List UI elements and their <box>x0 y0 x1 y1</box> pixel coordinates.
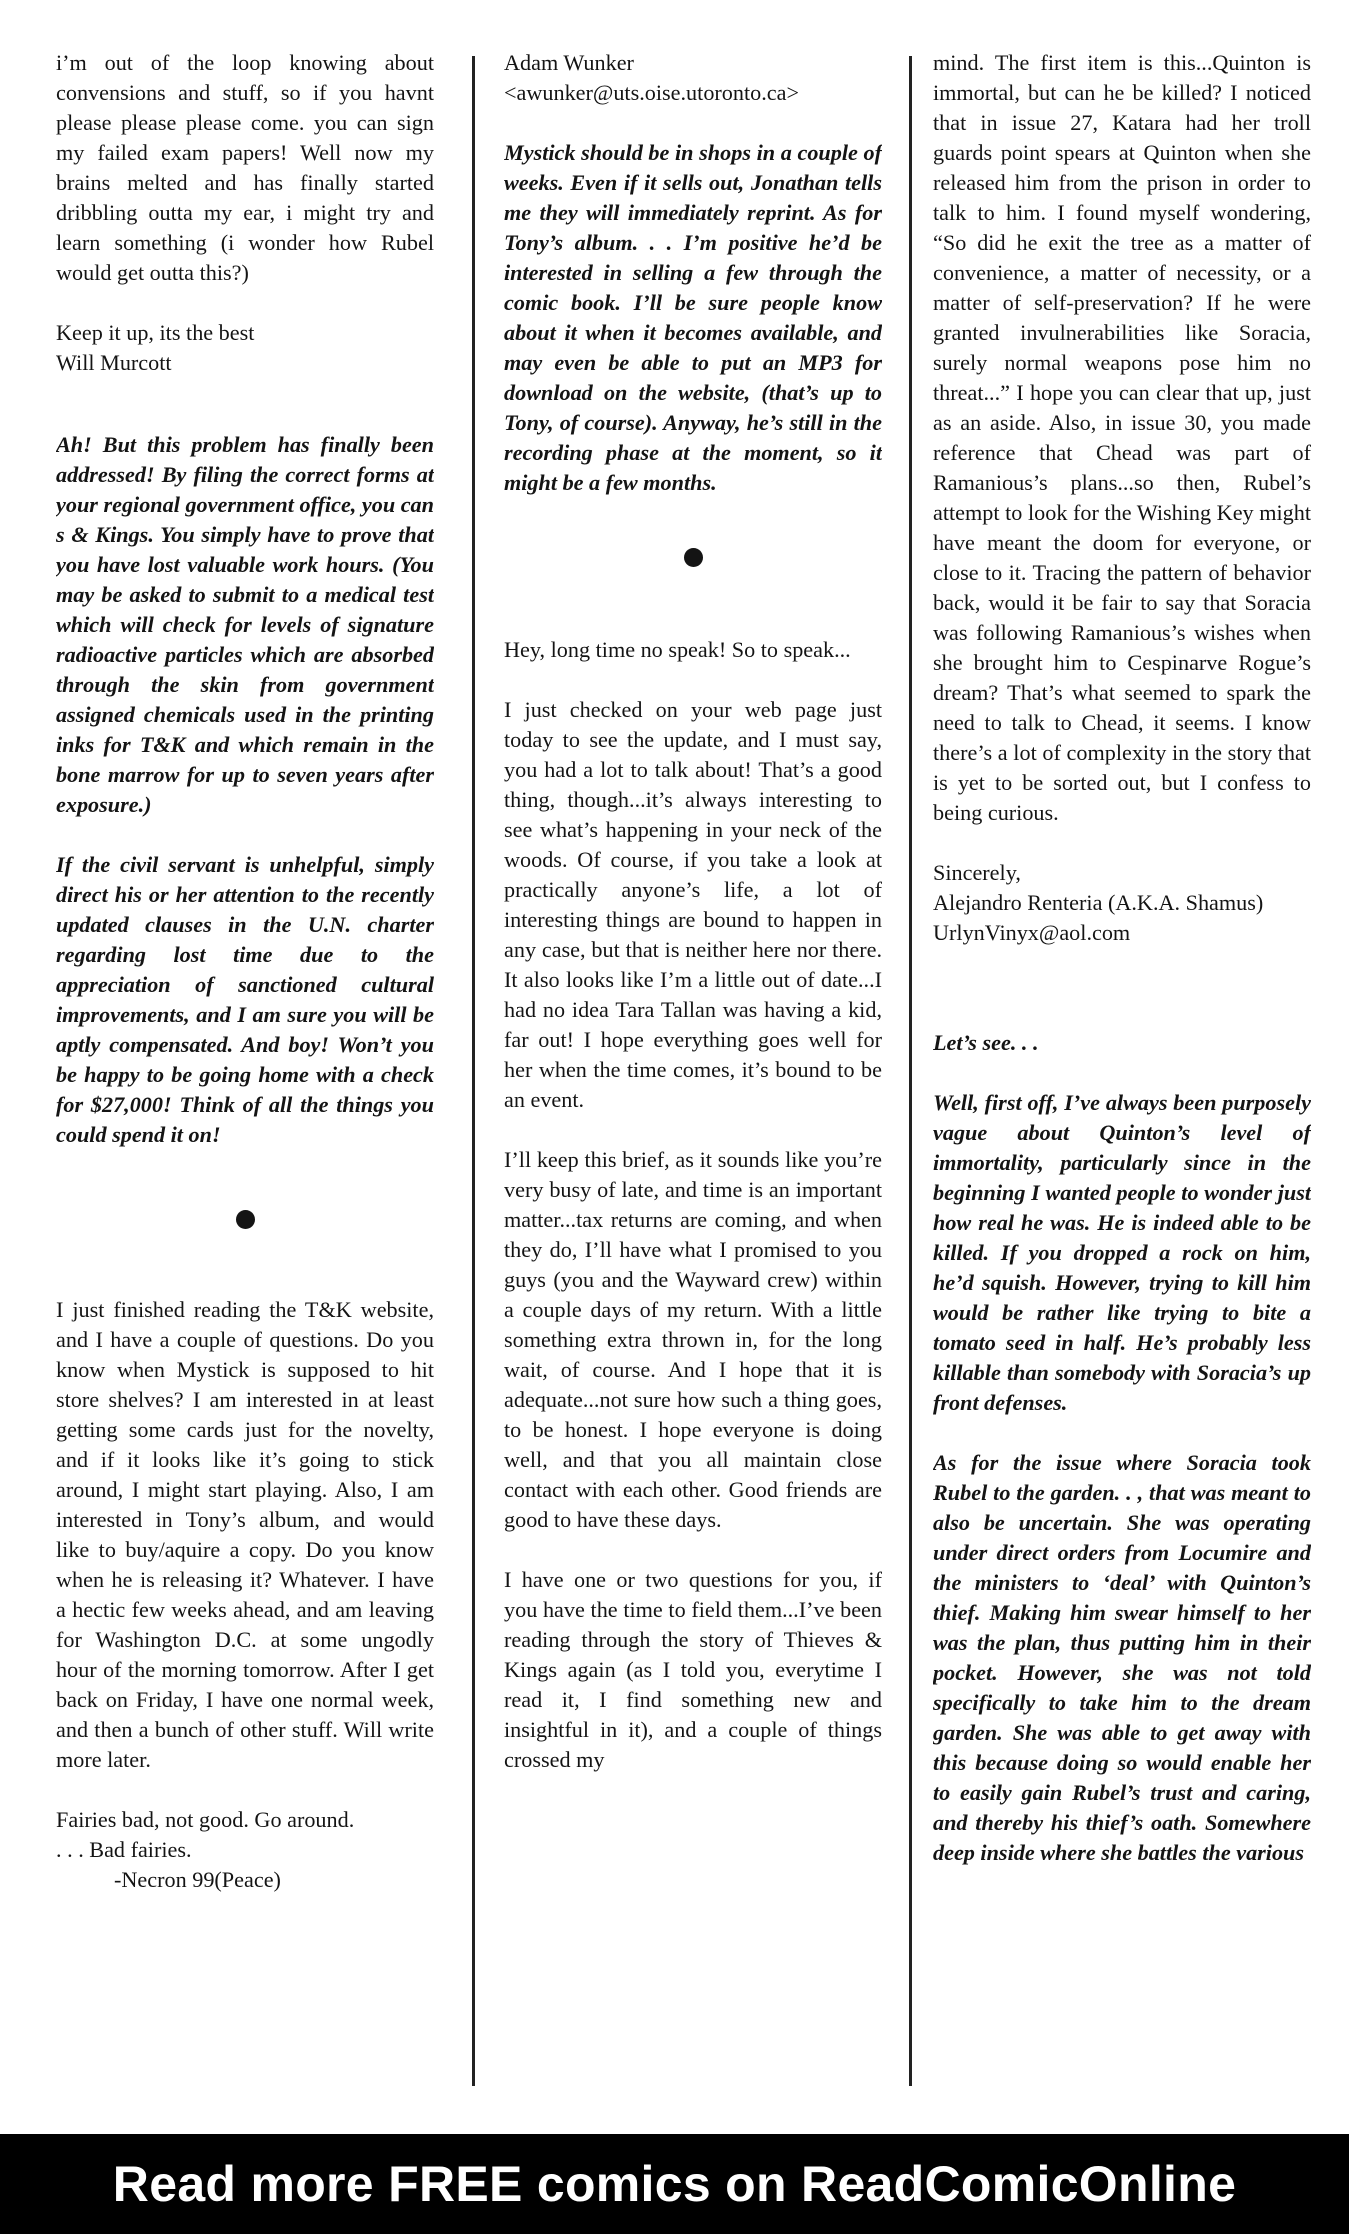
letter-3-paragraph-2: I just checked on your web page just today to see the update, and I must say, you had a lot to talk about! That’s a good thing, though...it’s always interesting to see what’s happening in your neck of the woods. Of course, if you take a look at practically anyone’s life, a lot of interesting things are bound to happen in any case, but that is neither here nor there. It also looks like I’m a little out of date...I had no idea Tara Tallan was having a kid, far out! I hope everything goes well for her when the time comes, it’s bound to be an event. <box>504 697 882 1112</box>
letter-3-paragraph-3: I’ll keep this brief, as it sounds like you’re very busy of late, and time is an important matter...tax returns are coming, and when they do, I’ll have what I promised to you guys (you and the Wayward crew) within a couple days of my return. With a little something extra thrown in, for the long wait, of course. And I hope that it is adequate...not sure how such a thing goes, to be honest. I hope everyone is doing well, and that you all maintain close contact with each other. Good friends are good to have these days. <box>504 1147 882 1532</box>
editor-reply-1-paragraph-2: If the civil servant is unhelpful, simply direct his or her attention to the recently updated clauses in the U.N. charter regarding lost time due to the appreciation of sanctioned cultural improvements, and I am sure you will be aptly compensated. And boy! Won’t you be happy to be going home with a check for $27,000! Think of all the things you could spend it on! <box>56 852 434 1147</box>
editor-reply-3-paragraph-3: As for the issue where Soracia took Rubel to the garden. . , that was meant to also be uncertain. She was operating under direct orders from Locumire and the ministers to ‘deal’ with Quinton’s thief. Making him swear himself to her was the plan, thus putting him in their pocket. However, she was not told specifically to take him to the dream garden. She was able to get away with this because doing so would enable her to easily gain Rubel’s trust and caring, and thereby his thief’s oath. Somewhere deep inside where she battles the various <box>933 1450 1311 1865</box>
promo-banner-text[interactable]: Read more FREE comics on ReadComicOnline <box>112 2156 1237 2212</box>
letter-3-paragraph-1: Hey, long time no speak! So to speak... <box>504 637 851 662</box>
editor-reply-3-paragraph-2: Well, first off, I’ve always been purposely vague about Quinton’s level of immortality, particularly since in the beginning I wanted people to wonder just how real he was. He is indeed able to be killed. If you dropped a rock on him, he’d squish. However, trying to kill him would be rather like trying to bite a tomato seed in half. He’s probably less killable than somebody with Soracia’s up front defenses. <box>933 1090 1311 1415</box>
editor-reply-3-paragraph-1: Let’s see. . . <box>933 1030 1039 1055</box>
letter-2-signoff <box>56 1805 434 1895</box>
letter-2-closing-line-1: Fairies bad, not good. Go around. <box>56 1807 355 1832</box>
letter-3-signature: Alejandro Renteria (A.K.A. Shamus) <box>933 890 1264 915</box>
letter-2b-signature: Adam Wunker <box>504 50 634 75</box>
editor-reply-2: Mystick should be in shops in a couple of weeks. Even if it sells out, Jonathan tells me they will immediately reprint. As for Tony’s album. . . I’m positive he’d be interested in selling a few through the comic book. I’ll be sure people know about it when it becomes available, and may even be able to put an MP3 for download on the website, (that’s up to Tony, of course). Anyway, he’s still in the recording phase at the moment, so it might be a few months. <box>504 140 882 495</box>
letter-1-signature: Will Murcott <box>56 350 172 375</box>
letter-3-email: UrlynVinyx@aol.com <box>933 920 1131 945</box>
column-divider-2 <box>909 56 912 2086</box>
letter-2-signature: -Necron 99(Peace) <box>114 1867 281 1892</box>
letter-3-signoff <box>933 858 1311 948</box>
column-3 <box>933 48 1311 2094</box>
section-divider-dot <box>684 548 703 567</box>
letter-2b-email: <awunker@uts.oise.utoronto.ca> <box>504 80 800 105</box>
editor-reply-1-paragraph-1: Ah! But this problem has finally been addressed! By filing the correct forms at your regional government office, you can s & Kings. You simply have to prove that you have lost valuable work hours. (You may be asked to submit to a medical test which will check for levels of signature radioactive particles which are absorbed through the skin from government assigned chemicals used in the printing inks for T&K and which remain in the bone marrow for up to seven years after exposure.) <box>56 432 434 817</box>
column-2 <box>504 48 882 2094</box>
letter-1-closing: Keep it up, its the best <box>56 320 255 345</box>
letter-2b-signoff <box>504 48 882 108</box>
promo-banner[interactable] <box>0 2134 1349 2234</box>
letter-1-signoff <box>56 318 434 378</box>
letter-3-closing: Sincerely, <box>933 860 1021 885</box>
letter-1-ending: i’m out of the loop knowing about convensions and stuff, so if you havnt please please please come. you can sign my failed exam papers! Well now my brains melted and has finally started dribbling outta my ear, i might try and learn something (i wonder how Rubel would get outta this?) <box>56 50 434 285</box>
letter-2-body: I just finished reading the T&K website, and I have a couple of questions. Do you know when Mystick is supposed to hit store shelves? I am interested in at least getting some cards just for the novelty, and if it looks like it’s going to stick around, I might start playing. Also, I am interested in Tony’s album, and would like to buy/aquire a copy. Do you know when he is releasing it? Whatever. I have a hectic few weeks ahead, and am leaving for Washington D.C. at some ungodly hour of the morning tomorrow. After I get back on Friday, I have one normal week, and then a bunch of other stuff. Will write more later. <box>56 1297 434 1772</box>
column-divider-1 <box>472 56 475 2086</box>
letter-2-closing-line-2: . . . Bad fairies. <box>56 1837 192 1862</box>
column-1 <box>56 48 434 2094</box>
letter-3-paragraph-4: I have one or two questions for you, if you have the time to field them...I’ve been reading through the story of Thieves & Kings again (as I told you, everytime I read it, I find something new and insightful in it), and a couple of things crossed my <box>504 1567 882 1772</box>
letter-3-paragraph-4-continued: mind. The first item is this...Quinton is immortal, but can he be killed? I noticed that in issue 27, Katara had her troll guards point spears at Quinton when she released him from the prison in order to talk to him. I found myself wondering, “So did he exit the tree as a matter of convenience, a matter of necessity, or a matter of self-preservation? If he were granted invulnerabilities like Soracia, surely normal weapons pose him no threat...” I hope you can clear that up, just as an aside. Also, in issue 30, you made reference that Chead was part of Ramanious’s plans...so then, Rubel’s attempt to look for the Wishing Key might have meant the doom for everyone, or close to it. Tracing the pattern of behavior back, would it be fair to say that Soracia was following Ramanious’s wishes when she brought him to Cespinarve Rogue’s dream? That’s what seemed to spark the need to talk to Chead, it seems. I know there’s a lot of complexity in the story that is yet to be sorted out, but I confess to being curious. <box>933 50 1311 825</box>
section-divider-dot <box>236 1210 255 1229</box>
